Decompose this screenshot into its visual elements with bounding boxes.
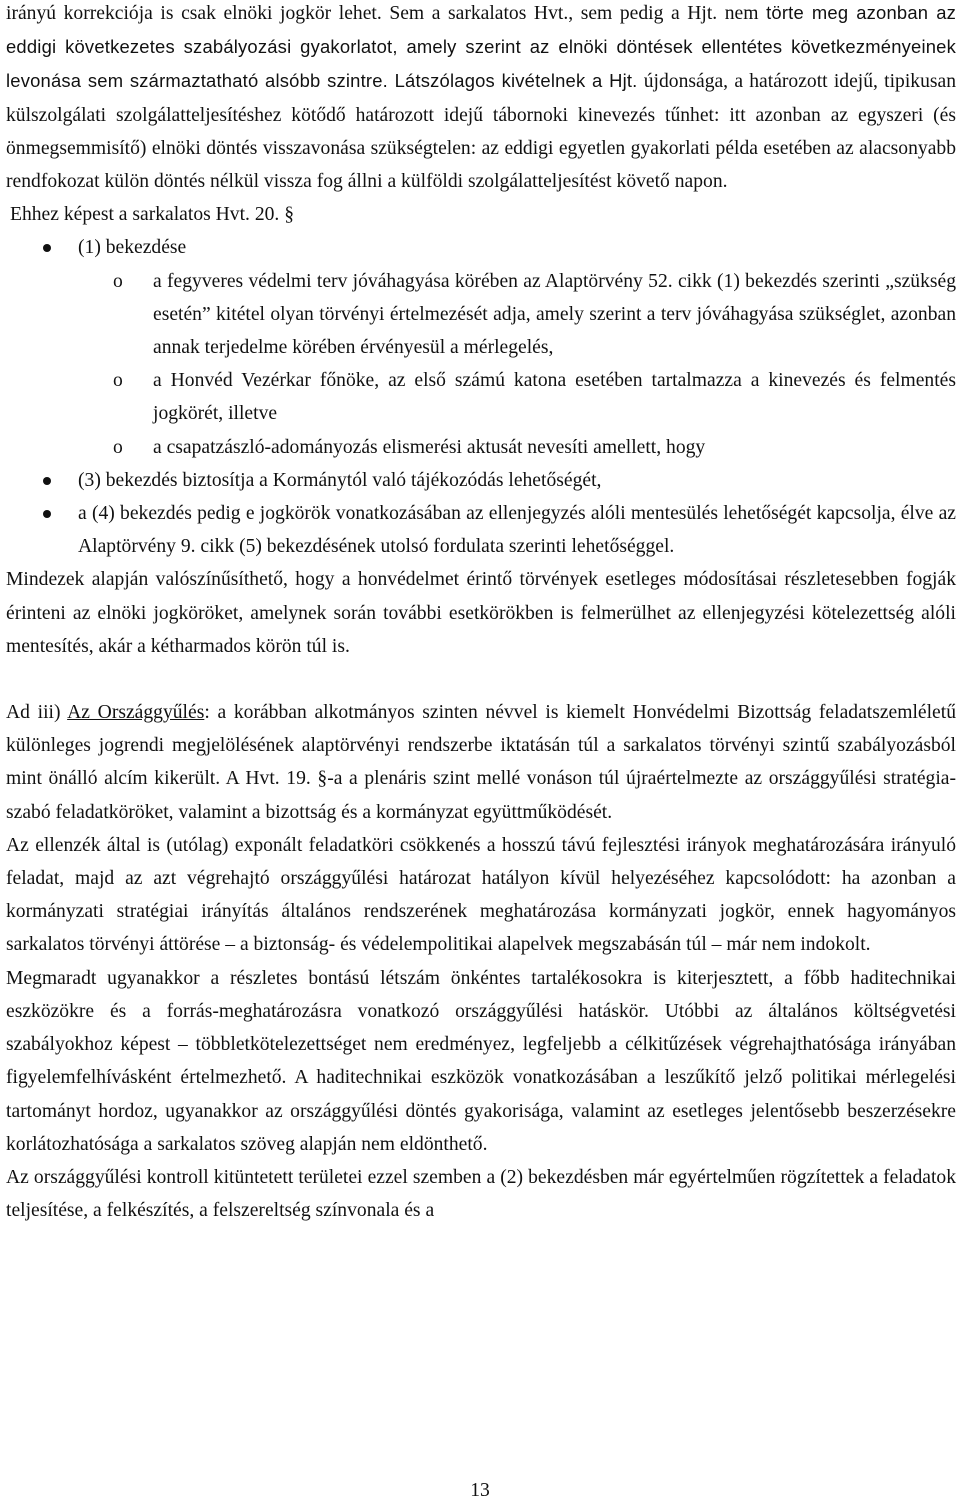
section-heading-orszaggyules: Az Országgyűlés — [67, 702, 205, 724]
bullet-item-1 — [6, 231, 956, 264]
sub-bullet-icon: o — [113, 370, 123, 392]
paragraph-hvt-20: Ehhez képest a sarkalatos Hvt. 20. § — [10, 204, 295, 226]
bullet-icon — [43, 477, 51, 485]
sub-bullet-icon: o — [113, 270, 123, 292]
spacer — [6, 663, 956, 696]
paragraph-kontroll: Az országgyűlési kontroll kitüntetett területei ezzel szemben a (2) bekezdésben már egyértelműen rögzítettek a feladatok teljesítése, a felkészítés, a felszereltség színvonala és a — [6, 1166, 956, 1222]
page-number: 13 — [470, 1480, 490, 1501]
sub-item-1 — [6, 265, 956, 365]
bullet-text: a (4) bekezdés pedig e jogkörök vonatkozásában az ellenjegyzés alóli mentesülés lehetőségét kapcsolja, élve az Alaptörvény 9. cikk (5) bekezdésének utolsó fordulata szerinti lehetőséggel. — [78, 503, 956, 558]
sub-bullet-icon: o — [113, 436, 123, 458]
sub-item-text: a csapatzászló-adományozás elismerési aktusát nevesíti amellett, hogy — [153, 436, 706, 458]
paragraph-intro-rest: újdonsága, a határozott idejű, tipikusan külszolgálati szolgálatteljesítéshez kötődő határozott idejű tábornoki kinevezés tűnhet: itt azonban az egyszeri (és önmegsemmisítő) elnöki döntés visszavonása szükségtelen: az eddigi egyetlen gyakorlati példa esetében az alacsonyabb rendfokozat külön döntés nélkül vissza fog állni a külföldi szolgálatteljesítést követő napon. — [6, 71, 956, 193]
sub-item-text: a Honvéd Vezérkar főnöke, az első számú katona esetében tartalmazza a kinevezés és felmentés jogkörét, illetve — [153, 370, 956, 425]
sub-item-3 — [6, 431, 956, 464]
bullet-icon — [43, 244, 51, 252]
bullet-item-3 — [6, 497, 956, 563]
paragraph-ad-iii — [6, 696, 956, 829]
paragraph-ad-iii-text: : a korábban alkotmányos szinten névvel is kiemelt Honvédelmi Bizottság feladatszemléletű különleges jogrendi megjelölésének alaptörvényi rendszerbe iktatásán túl a sarkalatos törvényi szintű szabályozásból mint önálló alcím kikerült. A Hvt. 19. §-a a plenáris szint mellé vonáson túl újraértelmezte az országgyűlési stratégia-szabó feladatköröket, valamint a bizottság és a kormányzat együttműködését. — [6, 702, 956, 823]
sub-item-text: a fegyveres védelmi terv jóváhagyása körében az Alaptörvény 52. cikk (1) bekezdés szerinti „szükség esetén” kitétel olyan törvényi értelmezését adja, amely szerint a terv jóváhagyása szükséglet, azonban annak terjedelme körében érvényesül a mérlegelés, — [153, 270, 956, 359]
bullet-icon — [43, 510, 51, 518]
bullet-text: (1) bekezdése — [78, 237, 187, 259]
bullet-list-2 — [6, 464, 956, 564]
paragraph-intro-sans: törte meg azonban az eddigi következetes szabályozási gyakorlatot, amely szerint az elnöki döntések ellentétes következményeinek levonása sem származtatható alsóbb szintre. Látszólagos kivételnek a Hjt. — [6, 2, 957, 92]
bullet-text: (3) bekezdés biztosítja a Kormánytól való tájékozódás lehetőségét, — [78, 469, 602, 491]
paragraph-ad-iii-lead: Ad iii) — [6, 702, 68, 724]
sub-list — [6, 265, 956, 464]
paragraph-ellenzek: Az ellenzék által is (utólag) exponált feladatköri csökkenés a hosszú távú fejlesztési irányok meghatározására irányuló feladat, majd az azt végrehajtó országgyűlési határozat hatályon kívül helyezéséhez kapcsolódott: ha azonban a kormányzati stratégiai irányítás általános rendszerének meghatározása kormányzati jogkör, ennek hagyományos sarkalatos törvényi áttörése – a biztonság- és védelempolitikai alapelvek megszabásán túl – már nem indokolt. — [6, 834, 956, 956]
document-page — [6, 0, 956, 1227]
paragraph-intro-serif: irányú korrekciója is csak elnöki jogkör lehet. Sem a sarkalatos Hvt., sem pedig a Hjt. nem — [6, 3, 759, 24]
bullet-list — [6, 231, 956, 264]
bullet-item-2 — [6, 464, 956, 497]
paragraph-intro — [6, 0, 956, 198]
paragraph-mindezek: Mindezek alapján valószínűsíthető, hogy a honvédelmet érintő törvények esetleges módosításai részletesebben fogják érinteni az elnöki jogköröket, amelynek során további esetkörökben is felmerülhet az ellenjegyzési kötelezettség alóli mentesítés, akár a kétharmados körön túl is. — [6, 569, 956, 657]
paragraph-megmaradt: Megmaradt ugyanakkor a részletes bontású létszám önkéntes tartalékosokra is kiterjesztett, a főbb haditechnikai eszközökre és a forrás-meghatározásra vonatkozó országgyűlési hatáskör. Utóbbi az általános költségvetési szabályokhoz képest – többletkötelezettséget nem eredményez, legfeljebb a célkitűzések végrehajthatósága irányában figyelemfelhívásként értelmezhető. A haditechnikai eszközök vonatkozásában a leszűkítő jelző politikai mérlegelési tartományt hordoz, ugyanakkor az országgyűlési döntés gyakorisága, valamint az esetleges jelentősebb beszerzésekre korlátozhatósága a sarkalatos szöveg alapján nem eldönthető. — [6, 967, 956, 1155]
sub-item-2 — [6, 364, 956, 430]
